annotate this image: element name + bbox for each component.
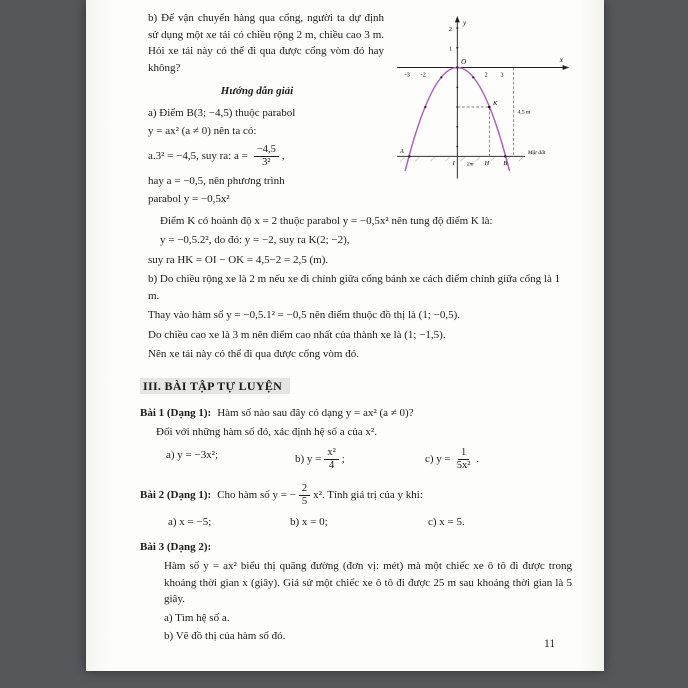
exercise-3-item-a: a) Tìm hệ số a. (164, 611, 230, 624)
parabola-graph (384, 10, 572, 204)
solution-paragraph: suy ra HK = OI − OK = 4,5−2 = 2,5 (m). (148, 253, 329, 266)
exercise-1-item-b (295, 447, 345, 472)
problem-column (148, 10, 384, 210)
solution-line-4: hay a = −0,5, nên phương trình (148, 174, 285, 187)
parabola-point (440, 76, 442, 78)
parabola-point (472, 76, 474, 78)
exercise-2 (140, 483, 572, 531)
x-axis-label: x (559, 55, 563, 64)
exercise-1-item-a: a) y = −3x²; (166, 448, 219, 461)
parabola-point (424, 106, 426, 108)
width-label: 2m (466, 161, 474, 168)
solution-heading: Hướng dẫn giải (220, 85, 294, 97)
exercise-1-text: Hàm số nào sau đây có dạng y = ax² (a ≠ 0)? (217, 406, 414, 419)
height-label: 4,5 m (517, 109, 531, 116)
math-text: b) y = (295, 452, 322, 465)
math-text: c) y = (425, 452, 451, 465)
k-point-label: K (493, 100, 498, 108)
fraction-denominator: 3² (262, 156, 271, 168)
fraction-numerator: 1 (458, 447, 469, 460)
exercise-1-label: Bài 1 (Dạng 1): (140, 406, 212, 419)
y-tick-dot (456, 47, 458, 49)
fraction-denominator: 5x² (456, 459, 471, 471)
y-tick-dot (456, 27, 458, 29)
solution-line-3 (148, 144, 384, 169)
y-tick-label: 1 (448, 46, 452, 53)
top-section (148, 10, 572, 210)
point-A (408, 155, 410, 157)
problem-statement: b) Để vận chuyển hàng qua cổng, người ta dự định sử dụng một xe tải có chiều rộng 2 m, chiều cao 3 m. Hỏi xe tải này có thể đi qua được cổng vòm đó hay không? (148, 12, 384, 74)
fraction-numerator: −4,5 (254, 144, 279, 157)
x-axis-arrow (563, 65, 570, 70)
fraction-numerator: x² (324, 447, 338, 460)
axis-dot (456, 146, 458, 148)
point-B (504, 155, 506, 157)
x-tick-label: 3 (500, 72, 504, 79)
origin-point (456, 66, 458, 68)
exercise-1-line2: Đối với những hàm số đó, xác định hệ số a của x². (156, 426, 377, 439)
i-point-label: I (452, 160, 455, 167)
x-tick-label: 2 (484, 72, 488, 79)
solution-paragraph: Điểm K có hoành độ x = 2 thuộc parabol y = −0,5x² nên tung độ điểm K là: (160, 214, 493, 227)
solution-paragraph: Nên xe tải này có thể đi qua được cổng vòm đó. (148, 348, 359, 361)
exercise-2-items (140, 514, 572, 531)
exercise-2-item-a: a) x = −5; (168, 515, 212, 528)
book-page (86, 0, 604, 671)
math-text: a.3² = −4,5, suy ra: a = (148, 149, 248, 162)
exercise-2-header (140, 483, 572, 508)
graph-figure (384, 10, 572, 210)
math-text: Cho hàm số y = − (217, 488, 296, 501)
page-content (140, 10, 572, 645)
axis-dot (456, 86, 458, 88)
fraction (299, 483, 310, 508)
solution-line-2: y = ax² (a ≠ 0) nên ta có: (148, 125, 257, 137)
solution-paragraph: Thay vào hàm số y = −0,5.1² = −0,5 nên điểm thuộc đồ thị là (1; −0,5). (148, 309, 461, 322)
solution-line-1: a) Điểm B(3; −4,5) thuộc parabol (148, 106, 296, 119)
x-tick-label: -3 (404, 72, 410, 79)
x-tick-label: -2 (420, 72, 426, 79)
axis-dot (456, 126, 458, 128)
section-header-text: III. BÀI TẬP TỰ LUYỆN (140, 378, 290, 394)
page-number: 11 (544, 638, 556, 650)
exercise-1 (140, 405, 572, 475)
solution-paragraph: y = −0,5.2², do đó: y = −2, suy ra K(2; −2), (160, 234, 350, 247)
exercise-3-item-b: b) Vẽ đồ thị của hàm số đó. (164, 630, 286, 643)
fraction (454, 447, 474, 472)
solution-paragraph: Do chiều cao xe là 3 m nên điểm cao nhất của thành xe là (1; −1,5). (148, 328, 446, 341)
origin-label: O (461, 57, 467, 66)
h-point-label: H (484, 160, 490, 167)
y-tick-label: 2 (448, 26, 452, 33)
point-K (488, 106, 491, 109)
exercise-1-items (140, 447, 572, 475)
math-text: ; (341, 452, 345, 465)
exercise-2-item-c: c) x = 5. (428, 515, 465, 528)
exercise-2-item-b: b) x = 0; (290, 515, 328, 528)
b-point-label: B (503, 160, 508, 167)
exercise-3-text: Hàm số y = ax² biểu thị quãng đường (đơn vị: mét) mà một chiếc xe ô tô đi được trong khoảng thời gian x (giây). Giả sử một chiếc xe ô tô đi được 25 m sau khoảng thời gian là 5 giây. (164, 560, 572, 606)
y-axis-arrow (455, 16, 460, 23)
fraction (254, 144, 279, 169)
math-text: , (281, 149, 285, 162)
exercise-3 (140, 539, 572, 645)
math-text: x². Tính giá trị của y khi: (313, 488, 423, 501)
section-header (140, 377, 572, 395)
fraction-denominator: 5 (301, 495, 308, 507)
solution-paragraph: b) Do chiều rộng xe là 2 m nếu xe đi chính giữa cổng bánh xe cách điểm chính giữa cổng là 1 m. (148, 273, 561, 302)
a-point-label: A (399, 149, 404, 156)
solution-line-5: parabol y = −0,5x² (148, 193, 230, 206)
math-text: . (476, 452, 480, 465)
y-axis-label: y (462, 19, 467, 28)
fraction-denominator: 4 (328, 459, 335, 471)
exercise-3-label: Bài 3 (Dạng 2): (140, 540, 212, 553)
fraction (324, 447, 338, 472)
exercise-1-item-c (425, 447, 479, 472)
fraction-numerator: 2 (299, 483, 310, 496)
exercise-2-label: Bài 2 (Dạng 1): (140, 488, 212, 501)
ground-label: Mặt đất (527, 150, 546, 156)
